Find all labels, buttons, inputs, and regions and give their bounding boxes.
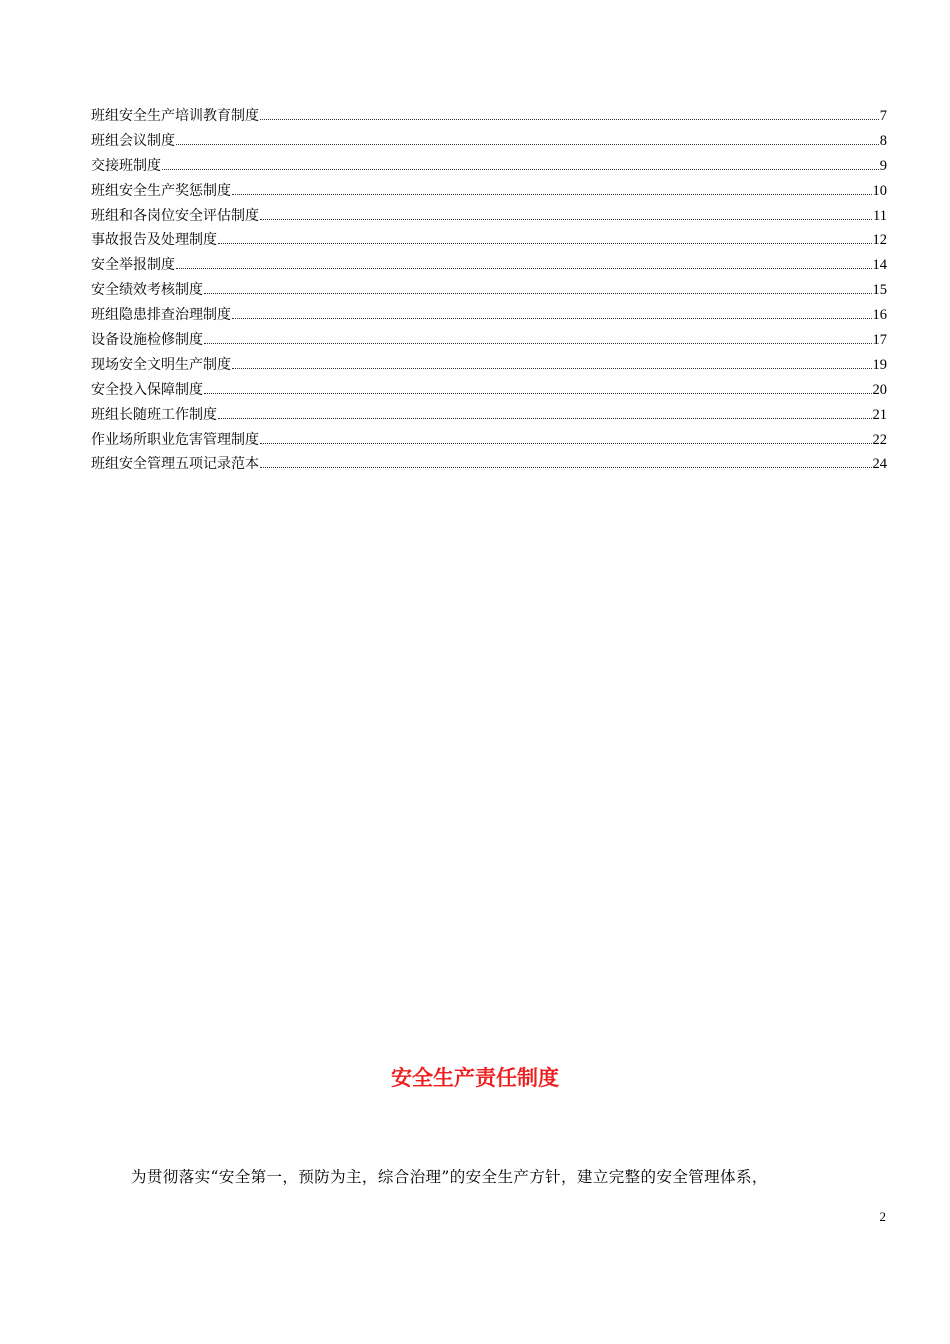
toc-dot-leader xyxy=(204,293,872,294)
toc-entry-page: 9 xyxy=(879,157,887,174)
toc-entry[interactable] xyxy=(91,154,887,179)
toc-dot-leader xyxy=(260,119,879,120)
toc-dot-leader xyxy=(232,368,872,369)
toc-entry-title: 作业场所职业危害管理制度 xyxy=(91,431,259,448)
toc-entry-title: 安全举报制度 xyxy=(91,257,175,274)
toc-entry-title: 设备设施检修制度 xyxy=(91,332,203,349)
toc-dot-leader xyxy=(204,393,872,394)
toc-entry-title: 交接班制度 xyxy=(91,157,161,174)
table-of-contents xyxy=(91,104,887,477)
toc-entry[interactable] xyxy=(91,104,887,129)
toc-entry-page: 19 xyxy=(872,356,887,373)
toc-dot-leader xyxy=(176,268,872,269)
toc-entry[interactable] xyxy=(91,278,887,303)
toc-entry-title: 班组安全生产奖惩制度 xyxy=(91,182,231,199)
toc-entry-page: 17 xyxy=(872,332,887,349)
toc-dot-leader xyxy=(232,194,872,195)
toc-entry-title: 班组长随班工作制度 xyxy=(91,406,217,423)
toc-entry-page: 21 xyxy=(872,406,887,423)
toc-entry[interactable] xyxy=(91,179,887,204)
toc-entry-title: 班组隐患排查治理制度 xyxy=(91,307,231,324)
toc-entry-page: 20 xyxy=(872,381,887,398)
toc-entry-page: 22 xyxy=(872,431,887,448)
toc-entry-page: 12 xyxy=(872,232,887,249)
toc-entry-page: 11 xyxy=(873,207,887,224)
toc-entry[interactable] xyxy=(91,378,887,403)
toc-dot-leader xyxy=(232,318,872,319)
toc-entry-page: 10 xyxy=(872,182,887,199)
toc-entry[interactable] xyxy=(91,204,887,229)
toc-entry[interactable] xyxy=(91,253,887,278)
toc-entry-page: 7 xyxy=(879,108,887,124)
toc-entry-title: 事故报告及处理制度 xyxy=(91,232,217,249)
toc-entry-page: 14 xyxy=(872,257,887,274)
toc-entry[interactable] xyxy=(91,452,887,477)
toc-dot-leader xyxy=(260,467,872,468)
toc-dot-leader xyxy=(260,443,872,444)
toc-dot-leader xyxy=(162,169,879,170)
section-heading: 安全生产责任制度 xyxy=(391,1066,559,1090)
toc-entry[interactable] xyxy=(91,228,887,253)
toc-entry[interactable] xyxy=(91,428,887,453)
toc-dot-leader xyxy=(176,144,879,145)
toc-entry-page: 24 xyxy=(872,456,887,473)
toc-entry-title: 班组会议制度 xyxy=(91,132,175,149)
toc-entry[interactable] xyxy=(91,303,887,328)
toc-entry-title: 安全绩效考核制度 xyxy=(91,282,203,299)
toc-entry-page: 16 xyxy=(872,307,887,324)
toc-entry[interactable] xyxy=(91,403,887,428)
body-paragraph: 为贯彻落实“安全第一，预防为主，综合治理”的安全生产方针，建立完整的安全管理体系， xyxy=(131,1168,768,1186)
page-number: 2 xyxy=(879,1209,886,1224)
toc-entry[interactable] xyxy=(91,353,887,378)
toc-entry[interactable] xyxy=(91,129,887,154)
toc-entry-title: 安全投入保障制度 xyxy=(91,381,203,398)
toc-dot-leader xyxy=(204,343,872,344)
toc-dot-leader xyxy=(218,418,872,419)
toc-entry-title: 现场安全文明生产制度 xyxy=(91,356,231,373)
toc-entry-page: 15 xyxy=(872,282,887,299)
toc-entry-title: 班组和各岗位安全评估制度 xyxy=(91,207,259,224)
toc-entry[interactable] xyxy=(91,328,887,353)
toc-dot-leader xyxy=(260,219,872,220)
toc-dot-leader xyxy=(218,243,872,244)
toc-entry-title: 班组安全管理五项记录范本 xyxy=(91,456,259,473)
toc-entry-page: 8 xyxy=(879,132,887,149)
toc-entry-title: 班组安全生产培训教育制度 xyxy=(91,108,259,124)
